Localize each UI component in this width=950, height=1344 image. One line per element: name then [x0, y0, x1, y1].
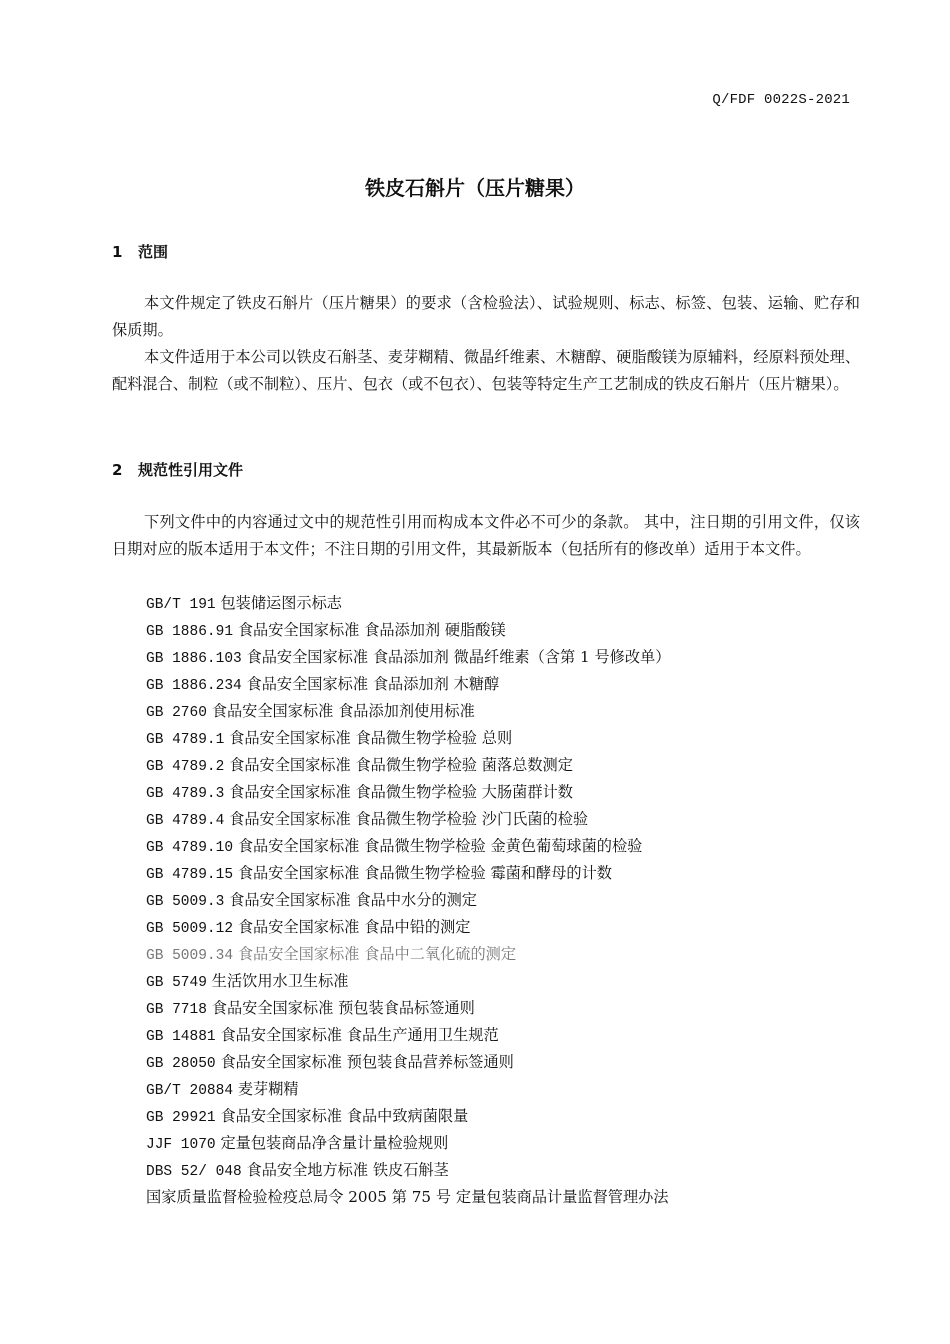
- reference-title: 食品安全国家标准 预包装食品营养标签通则: [220, 1053, 514, 1071]
- scope-paragraph-1: 本文件规定了铁皮石斛片（压片糖果）的要求（含检验法）、试验规则、标志、标签、包装、运输、贮存和保质期。: [112, 294, 860, 339]
- reference-code: GB 1886.103: [146, 651, 242, 667]
- reference-code: GB 4789.15: [146, 867, 234, 883]
- reference-code: GB 29921: [146, 1110, 216, 1126]
- reference-title: 食品安全国家标准 食品中水分的测定: [229, 891, 477, 909]
- document-code: Q/FDF 0022S-2021: [712, 92, 850, 108]
- reference-code: DBS 52/ 048: [146, 1164, 242, 1180]
- reference-code: GB 4789.3: [146, 786, 225, 802]
- reference-title: 食品安全国家标准 食品微生物学检验 金黄色葡萄球菌的检验: [237, 837, 643, 855]
- reference-title: 食品安全国家标准 食品微生物学检验 菌落总数测定: [229, 756, 573, 774]
- reference-item: [146, 779, 670, 806]
- references-intro-paragraph: 下列文件中的内容通过文中的规范性引用而构成本文件必不可少的条款。 其中，注日期的引用文件，仅该日期对应的版本适用于本文件；不注日期的引用文件，其最新版本（包括所有的修改单）适用于本文件。: [112, 513, 860, 558]
- reference-item: [146, 671, 670, 698]
- reference-item: [146, 941, 670, 968]
- reference-code: JJF 1070: [146, 1137, 216, 1153]
- reference-code: GB 5009.34: [146, 948, 234, 964]
- reference-item: [146, 914, 670, 941]
- section-number: 2: [112, 461, 123, 479]
- reference-item: [146, 590, 670, 617]
- reference-item: [146, 1184, 670, 1211]
- scope-paragraph-2: 本文件适用于本公司以铁皮石斛茎、麦芽糊精、微晶纤维素、木糖醇、硬脂酸镁为原辅料，经原料预处理、配料混合、制粒（或不制粒）、压片、包衣（或不包衣）、包装等特定生产工艺制成的铁皮石斛片（压片糖果）。: [112, 348, 860, 393]
- reference-item: [146, 617, 670, 644]
- reference-title: 食品安全国家标准 食品中二氧化硫的测定: [237, 945, 517, 963]
- section-number: 1: [112, 243, 123, 261]
- reference-item: [146, 1157, 670, 1184]
- reference-title: 食品安全国家标准 食品微生物学检验 沙门氏菌的检验: [229, 810, 589, 828]
- reference-item: [146, 644, 670, 671]
- reference-title: 食品安全国家标准 预包装食品标签通则: [211, 999, 475, 1017]
- reference-title: 食品安全国家标准 食品添加剂 微晶纤维素（含第 1 号修改单）: [246, 648, 671, 666]
- reference-item: [146, 1076, 670, 1103]
- section-title: 规范性引用文件: [138, 461, 244, 479]
- reference-item: [146, 1049, 670, 1076]
- reference-code: GB 2760: [146, 705, 207, 721]
- reference-code: GB/T 20884: [146, 1083, 234, 1099]
- reference-item: [146, 725, 670, 752]
- reference-code: GB 1886.91: [146, 624, 234, 640]
- reference-item: [146, 833, 670, 860]
- reference-title: 食品安全国家标准 食品中致病菌限量: [220, 1107, 469, 1125]
- reference-title: 食品安全国家标准 食品微生物学检验 大肠菌群计数: [229, 783, 573, 801]
- reference-code: GB 28050: [146, 1056, 216, 1072]
- reference-title: 食品安全国家标准 食品添加剂 硬脂酸镁: [237, 621, 506, 639]
- section-2-heading: [112, 459, 243, 480]
- reference-title: 食品安全地方标准 铁皮石斛茎: [246, 1161, 449, 1179]
- reference-code: GB 4789.1: [146, 732, 225, 748]
- reference-title: 食品安全国家标准 食品添加剂 木糖醇: [246, 675, 500, 693]
- reference-code: GB 7718: [146, 1002, 207, 1018]
- reference-title: 食品安全国家标准 食品微生物学检验 总则: [229, 729, 513, 747]
- reference-item: [146, 860, 670, 887]
- reference-item: [146, 1103, 670, 1130]
- reference-code: GB 5749: [146, 975, 207, 991]
- reference-title: 国家质量监督检验检疫总局令 2005 第 75 号 定量包装商品计量监督管理办法: [146, 1188, 669, 1206]
- reference-item: [146, 1130, 670, 1157]
- reference-title: 食品安全国家标准 食品中铅的测定: [237, 918, 471, 936]
- reference-title: 麦芽糊精: [237, 1080, 299, 1098]
- reference-code: GB 1886.234: [146, 678, 242, 694]
- reference-item: [146, 1022, 670, 1049]
- reference-item: [146, 752, 670, 779]
- reference-title: 包装储运图示标志: [220, 594, 342, 612]
- reference-code: GB 14881: [146, 1029, 216, 1045]
- document-title: 铁皮石斛片（压片糖果）: [365, 176, 585, 200]
- reference-code: GB 5009.12: [146, 921, 234, 937]
- reference-code: GB 4789.10: [146, 840, 234, 856]
- reference-code: GB 4789.2: [146, 759, 225, 775]
- reference-code: GB/T 191: [146, 597, 216, 613]
- reference-item: [146, 806, 670, 833]
- reference-code: GB 4789.4: [146, 813, 225, 829]
- section-title: 范围: [138, 243, 169, 261]
- reference-item: [146, 698, 670, 725]
- reference-title: 生活饮用水卫生标准: [211, 972, 349, 990]
- reference-item: [146, 968, 670, 995]
- reference-code: GB 5009.3: [146, 894, 225, 910]
- section-1-heading: [112, 241, 168, 262]
- reference-title: 定量包装商品净含量计量检验规则: [220, 1134, 449, 1152]
- reference-title: 食品安全国家标准 食品生产通用卫生规范: [220, 1026, 499, 1044]
- reference-item: [146, 995, 670, 1022]
- reference-title: 食品安全国家标准 食品添加剂使用标准: [211, 702, 475, 720]
- reference-item: [146, 887, 670, 914]
- reference-list: [146, 590, 670, 1211]
- reference-title: 食品安全国家标准 食品微生物学检验 霉菌和酵母的计数: [237, 864, 612, 882]
